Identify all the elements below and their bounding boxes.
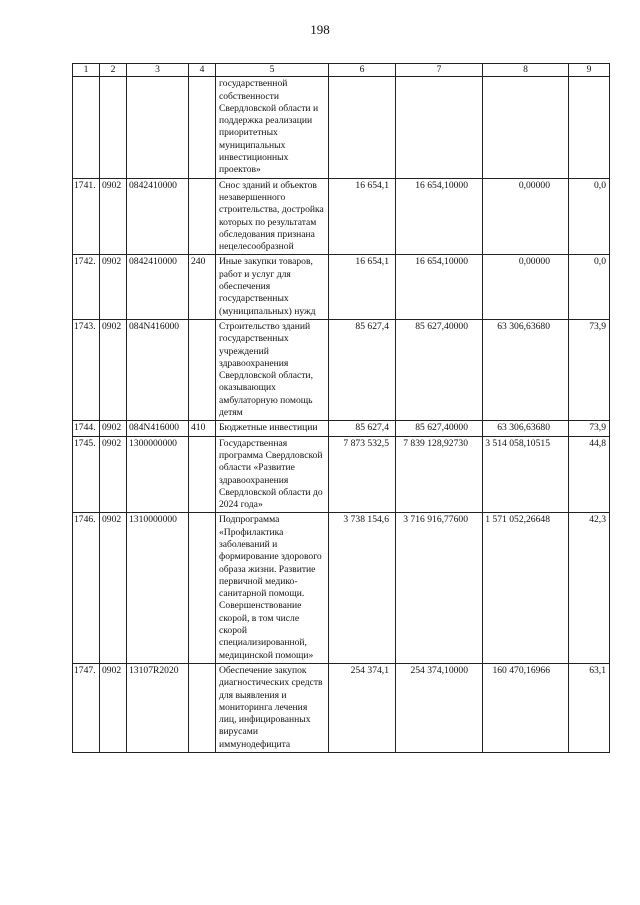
header-col-6: 6 [329, 64, 396, 77]
page-number: 198 [310, 22, 330, 37]
amount-col-6: 16 654,1 [329, 255, 396, 319]
header-col-1: 1 [73, 64, 100, 77]
amount-col-8: 0,00000 [483, 178, 569, 255]
percent-col-9: 42,3 [569, 513, 610, 664]
amount-col-6 [329, 77, 396, 178]
percent-col-9: 0,0 [569, 178, 610, 255]
row-number: 1741. [73, 178, 100, 255]
row-number: 1744. [73, 421, 100, 436]
header-col-5: 5 [216, 64, 329, 77]
item-name: Бюджетные инвестиции [216, 421, 329, 436]
item-name: Снос зданий и объектов незавершенного строительства, достройка которых по результатам обследования признана нецелесообразной [216, 178, 329, 255]
target-article-code: 0842410000 [127, 178, 189, 255]
percent-col-9: 73,9 [569, 421, 610, 436]
row-number: 1746. [73, 513, 100, 664]
section-code: 0902 [100, 178, 127, 255]
target-article-code: 13107R2020 [127, 663, 189, 752]
budget-table [72, 63, 610, 753]
amount-col-7: 16 654,10000 [396, 178, 483, 255]
table-row [73, 255, 610, 319]
amount-col-8: 3 514 058,10515 [483, 436, 569, 513]
section-code: 0902 [100, 255, 127, 319]
amount-col-7: 85 627,40000 [396, 421, 483, 436]
expense-type-code [189, 178, 216, 255]
header-col-9: 9 [569, 64, 610, 77]
header-col-2: 2 [100, 64, 127, 77]
item-name: Подпрограмма «Профилактика заболеваний и формирование здорового образа жизни. Развитие первичной медико-санитарной помощи. Совершенствование скорой, в том числе скорой специализированной, медицинской помощи» [216, 513, 329, 664]
amount-col-8: 160 470,16966 [483, 663, 569, 752]
item-name: Иные закупки товаров, работ и услуг для обеспечения государственных (муниципальных) нужд [216, 255, 329, 319]
header-row [73, 64, 610, 77]
section-code: 0902 [100, 436, 127, 513]
section-code: 0902 [100, 319, 127, 420]
target-article-code: 084N416000 [127, 421, 189, 436]
row-number: 1747. [73, 663, 100, 752]
percent-col-9: 63,1 [569, 663, 610, 752]
section-code: 0902 [100, 663, 127, 752]
amount-col-6: 254 374,1 [329, 663, 396, 752]
amount-col-8: 63 306,63680 [483, 421, 569, 436]
amount-col-8: 0,00000 [483, 255, 569, 319]
expense-type-code [189, 436, 216, 513]
amount-col-7: 7 839 128,92730 [396, 436, 483, 513]
item-name: государственной собственности Свердловской области и поддержка реализации приоритетных муниципальных инвестиционных проектов» [216, 77, 329, 178]
amount-col-8: 1 571 052,26648 [483, 513, 569, 664]
item-name: Государственная программа Свердловской области «Развитие здравоохранения Свердловской области до 2024 года» [216, 436, 329, 513]
amount-col-7: 16 654,10000 [396, 255, 483, 319]
header-col-7: 7 [396, 64, 483, 77]
row-number [73, 77, 100, 178]
expense-type-code [189, 663, 216, 752]
expense-type-code: 240 [189, 255, 216, 319]
amount-col-6: 3 738 154,6 [329, 513, 396, 664]
expense-type-code [189, 513, 216, 664]
amount-col-6: 16 654,1 [329, 178, 396, 255]
item-name: Обеспечение закупок диагностических средств для выявления и мониторинга лечения лиц, инфицированных вирусами иммунодефицита [216, 663, 329, 752]
row-number: 1745. [73, 436, 100, 513]
amount-col-7: 254 374,10000 [396, 663, 483, 752]
row-number: 1743. [73, 319, 100, 420]
amount-col-6: 85 627,4 [329, 421, 396, 436]
table-row [73, 663, 610, 752]
amount-col-8: 63 306,63680 [483, 319, 569, 420]
header-col-8: 8 [483, 64, 569, 77]
percent-col-9: 44,8 [569, 436, 610, 513]
amount-col-7: 3 716 916,77600 [396, 513, 483, 664]
row-number: 1742. [73, 255, 100, 319]
table-header [73, 64, 610, 77]
amount-col-6: 7 873 532,5 [329, 436, 396, 513]
percent-col-9: 73,9 [569, 319, 610, 420]
section-code [100, 77, 127, 178]
section-code: 0902 [100, 421, 127, 436]
amount-col-6: 85 627,4 [329, 319, 396, 420]
table-row [73, 178, 610, 255]
table-row [73, 513, 610, 664]
target-article-code: 084N416000 [127, 319, 189, 420]
target-article-code: 1300000000 [127, 436, 189, 513]
table-row [73, 77, 610, 178]
expense-type-code: 410 [189, 421, 216, 436]
expense-type-code [189, 77, 216, 178]
amount-col-7: 85 627,40000 [396, 319, 483, 420]
target-article-code: 1310000000 [127, 513, 189, 664]
percent-col-9: 0,0 [569, 255, 610, 319]
table-row [73, 421, 610, 436]
percent-col-9 [569, 77, 610, 178]
amount-col-7 [396, 77, 483, 178]
amount-col-8 [483, 77, 569, 178]
item-name: Строительство зданий государственных учреждений здравоохранения Свердловской области, оказывающих амбулаторную помощь детям [216, 319, 329, 420]
section-code: 0902 [100, 513, 127, 664]
expense-type-code [189, 319, 216, 420]
table-row [73, 436, 610, 513]
target-article-code: 0842410000 [127, 255, 189, 319]
header-col-4: 4 [189, 64, 216, 77]
table-row [73, 319, 610, 420]
target-article-code [127, 77, 189, 178]
header-col-3: 3 [127, 64, 189, 77]
